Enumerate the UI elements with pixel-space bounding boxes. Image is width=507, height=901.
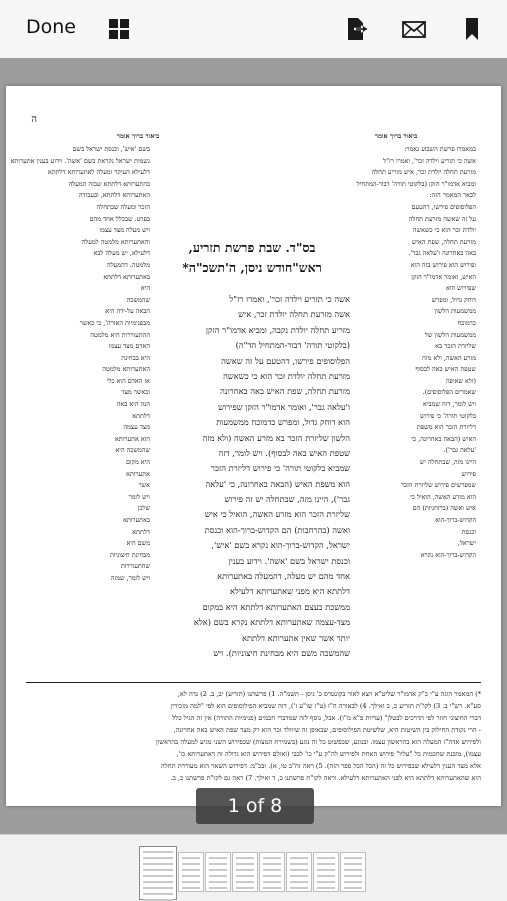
footnote-divider — [26, 682, 481, 683]
text-line: במאמרו פרשת השבוע נאמר: — [404, 145, 476, 153]
text-line: לבאר המאמר הזה: — [429, 191, 476, 200]
left-commentary-column — [10, 144, 150, 585]
text-line: אשה כי תזריע וילדה זכר', ואמרו רז"ל — [383, 156, 476, 165]
text-line: מבפנימיות האורה', כי כאשר — [79, 318, 150, 327]
text-line: שמפרשים פירוש שליזרת הזכר — [400, 481, 476, 490]
text-line: דלתתא — [132, 527, 150, 536]
text-line: על זה שאשה מזרעת תחלה — [408, 214, 476, 223]
text-line: וכנסת — [461, 527, 476, 536]
text-line: דלעילא, יש מעלה לבא — [93, 249, 150, 258]
text-line: שהמשכה היא — [115, 446, 150, 455]
text-line: אשה מזרעת תחלה יולדת זכר, איש — [238, 309, 350, 320]
page-title-line-2: ראש"חודש ניסן, ה'תשכ"ה* — [182, 260, 322, 275]
text-line: הנה היא באה — [116, 400, 150, 409]
main-text — [154, 292, 350, 661]
text-line: ופירוש הוא פירוש בזה הוא — [410, 260, 476, 269]
text-line: היא — [140, 284, 150, 293]
text-line: מצד-עצמה שאתערותא דלתתא נקרא בשם (אלא — [193, 617, 350, 628]
text-line: באתערותא — [123, 516, 150, 524]
text-line: שליזרת הזכר בא — [435, 342, 476, 351]
text-line: הוא מזרע האשה, הואיל כי — [410, 492, 476, 501]
page-thumbnail[interactable] — [286, 852, 312, 892]
text-line: דלתתא היא מפני שאתערותא דלעילא — [229, 586, 350, 597]
text-line: יולדת זכר הוא כי כשאשה — [412, 226, 476, 235]
text-line: והאתערותא מלמטה למעלה — [81, 237, 150, 246]
text-line: ממשכת בעצם האתערותא דלתתא היא במקום — [202, 601, 350, 612]
text-line: ואשה (בהרחבות) הם הקדוש-ברוך-הוא וכנסת — [204, 524, 350, 535]
text-line: היא מקום — [125, 458, 150, 467]
text-line: הקדוש-ברוך-הוא — [435, 516, 476, 524]
text-line: יותר אשר שאין אתערותא דלתתא — [242, 632, 350, 643]
text-line: האתערותא דלתתא, ובעבודה — [78, 191, 150, 200]
text-line: ויש לומר — [128, 492, 150, 501]
text-line: ישראל, — [457, 539, 476, 548]
export-icon[interactable] — [342, 15, 370, 43]
footnote-line: עצמו), מובנת שחכמות כל "עליו" פירוש האחת ולפירוש לה"ק ע"י כו' לבבי (ואולם דפירוש הוא גדולה זה דאתערותא כו', — [176, 750, 481, 758]
page-letter: ה — [31, 114, 37, 125]
text-line: באה באחרונה ו'עלאה גבר'. — [408, 249, 476, 258]
thumbnail-strip[interactable] — [0, 834, 507, 901]
text-line: הוא משפת האיש (הבאה באחרונה, כי 'עלאה — [205, 478, 350, 489]
text-line: הפלוסופים פירשו, דהטעם על זה שאשה — [221, 355, 350, 366]
text-line: מזרע האשה, ולא מזה — [422, 353, 476, 362]
text-line: היא בבחינת — [121, 353, 150, 362]
text-line: מבחינת חיצוניות — [109, 550, 150, 559]
mail-icon[interactable] — [400, 15, 428, 43]
text-line: ממשמעות הלשון — [434, 307, 476, 316]
page-thumbnail[interactable] — [340, 852, 366, 892]
text-line: שהתעוררות — [120, 562, 150, 571]
text-line: 'עלאה גבר'). — [443, 446, 476, 455]
footnote-line: - הרי נקודת החילוק בין השיטות היא, שלשיטת הפילוסופים, שבאופן זה שיוולד זכר הוא רק מצד שפת האיש באה אחרונה, — [173, 726, 481, 734]
text-line: שליזרת הזכר הוא מזרע האשה, הואיל כי איש — [204, 509, 350, 520]
page-thumbnail[interactable] — [259, 852, 285, 892]
text-line: וכנסת ישראל בשם 'אשה'. וידוע בענין — [228, 555, 350, 566]
text-line: בשם 'איש', וכנסת ישראל בשם — [72, 145, 150, 153]
text-line: שאמרים הפלוסופים). — [422, 388, 476, 397]
text-line: כדמוכח — [457, 318, 476, 327]
text-line: שהמשכה משם היא מבחינת חיצוניות). ויש — [213, 647, 350, 658]
document-page — [6, 86, 501, 806]
page-thumbnail[interactable] — [205, 852, 231, 892]
text-line: ממשמעות הלשון של — [424, 330, 476, 339]
text-line: אתערותא — [126, 469, 150, 478]
text-line: הקדוש-ברוך-הוא נקרא — [420, 550, 476, 559]
text-line: ויש מעלה מצד עצמו — [99, 226, 150, 235]
text-line: שטפת האיש באה לבסוף). ויש לומר, דזה — [218, 447, 350, 458]
text-line: אשר — [138, 481, 150, 490]
text-line: מזרעת תחלה, שפת האיש באה באחרונה — [220, 386, 350, 397]
text-line: דלעילא העיקר ומעלה לאתערותא דלתתא — [47, 168, 150, 177]
text-line: וכאשר מצד — [121, 388, 150, 397]
text-line: מלמטה. דהמעלה — [107, 260, 150, 269]
page-thumbnail[interactable] — [139, 846, 177, 900]
text-line: ו'עלאה גבר', ואומר אדמו"ר הזקן שפירוש — [218, 401, 350, 412]
grid-icon[interactable] — [105, 15, 133, 43]
text-line: בפרט. שבכלל אחד מהם — [89, 214, 150, 223]
text-line: אחד מהם יש מעלה, דהמעלה באתערותא — [217, 571, 350, 582]
text-line: מזרעת תחלה יולדת זכר הוא כי כשאשה — [223, 370, 350, 381]
text-line: האדם מצד עצמו — [108, 342, 150, 351]
page-thumbnail[interactable] — [313, 852, 339, 892]
text-line: ומביא אדמו"ר הזקן (בלקוטי תורה' דבור-המתחיל — [356, 179, 476, 188]
page-thumbnail[interactable] — [178, 852, 204, 892]
main-text-block — [154, 238, 350, 661]
text-line: (בלקוטי תורה' דבור-המתחיל הד"ה) — [235, 340, 350, 351]
text-line: הפלוסופים פירשו, דהטעם — [411, 202, 476, 211]
text-line: מצד עצמה — [123, 423, 150, 432]
text-line: הוא דוחק גדול, ומפרש כדמוכח ממשמעות — [216, 417, 350, 428]
text-line: אז האדם הוא כלי — [106, 376, 150, 385]
text-line: האתערותא מלמטה — [102, 365, 150, 374]
footnote-line: סע"א. רש"י ב. 3) לקו"ת תזריע כ, ב ואילך. 4) לבאורה ה"ז (ט"ז שו"ע ז'), דזה שמביא הפילוסופים הוא לפי "למה מזכירין — [170, 702, 481, 710]
text-line: שמביא בלקוטי תורה' כי פירוש דליזרת הזכר — [210, 463, 350, 474]
bookmark-icon[interactable] — [458, 15, 486, 43]
text-line: הלשון שליזרת הזכר בא מזרע האשה (ולא מזה — [202, 432, 350, 443]
top-toolbar — [0, 0, 507, 59]
text-line: ישראל, הקדוש-ברוך-הוא נקרא בשם 'איש', — [211, 540, 350, 551]
left-column-header: ביאור ברוך אומר — [116, 132, 160, 140]
text-line: באתערותא דלתתא — [103, 272, 150, 281]
text-line: הזכר ומעלה שבתחלה — [96, 202, 150, 211]
right-commentary-column — [358, 144, 476, 561]
footnote-line: הוא שהאתערותא דלתתא היא לפני האתערותא דלעילא. וראה לקו"ת פרשתנו כ, ד ואילך. 7) ראה גם לקו"ת פרשתנו כ, ב. — [170, 774, 481, 782]
text-line: שטפת האיש באה לבסוף — [415, 365, 476, 374]
text-line: משם היא — [126, 539, 150, 548]
text-line: אשה כי תזריע וילדה זכר', ואמרו רז"ל — [229, 294, 350, 304]
right-column-header: ביאור ברוך אומר — [374, 132, 418, 140]
text-line: שלכן — [137, 504, 150, 513]
footnote-line: דברי החיצוני חוזר לפי הדרכים לבטלן" (עדיות פ"א מ"ו). אבל, נוסף לזה שמדברי חכמים (פנימיות התורה) אין זה הגיל כלל — [172, 714, 481, 722]
text-line: איש ואשה (ברוחניות) הם — [412, 504, 476, 513]
text-line: שפירוש הוא — [445, 284, 476, 293]
text-line: בלקוטי תורה' כי פירוש — [420, 411, 476, 420]
text-line: מזרעת תחלה, שפת האיש — [411, 237, 476, 246]
page-title-line-1: בס"ד. שבת פרשת תזריע, — [188, 240, 316, 255]
page-indicator: 1 of 8 — [196, 788, 314, 824]
text-line: (ולא שאיפה — [445, 376, 476, 385]
text-line: האיש, ואומר אדמו"ר הזקן — [411, 272, 476, 281]
page-thumbnail[interactable] — [232, 852, 258, 892]
text-line: שהמשכה — [126, 295, 150, 304]
text-line: נשמות ישראל נקראת בשם 'אשה'. וידוע בענין אתערותא — [10, 156, 150, 165]
text-line: הבאה על-ידה היא — [105, 307, 150, 316]
text-line: דלתתא — [132, 411, 150, 420]
text-line: מזרעת תחלה יולדת זכר, איש מזריע תחלה — [371, 168, 476, 177]
text-line: בהתערותא דלתתא שבזה המעלה — [68, 179, 150, 188]
text-line: דליזרת הזכר הוא משפת — [416, 423, 476, 432]
text-line: ויש לומר, שמזה — [110, 573, 150, 582]
text-line: האיש (הבאה באחרונה, כי — [411, 434, 476, 443]
footnote-line: אלא מצד הענין דלעילא שבפירוש כל זה (הכל הכל ספר הזה). 5) ראה זח"ב טו, א). ובכ"מ. דפירוש השאר הוא מעוררת תחלה — [160, 762, 481, 770]
footnote-line: *) המאמר הוגה ע"י כ"ק אדמו"ר שליט"א ויצא לאור בקונטרס כ' ניסן - תשמ"ה. 1) פרשתנו (תזריע) יב, ב. 2) נדה לא, — [177, 690, 481, 698]
done-button[interactable]: Done — [26, 16, 76, 38]
text-line: גבר'), היינו מזה, שבתחלה יש זה פירוש — [224, 494, 350, 505]
document-viewer[interactable] — [0, 58, 507, 834]
text-line: ויש לומר, דזה שמביא — [423, 400, 476, 409]
footnote-line: ולפירוש אדה"ז המעלה הוא בהראשון עצמו. ובנוגע, שכפשוט כל זה נוגע (בשמירת המצות) שכפירוש השני מגיע למעלה בהראשון — [156, 738, 481, 746]
text-line: מזריע תחלה יולדת נקבה, ומביא אדמו"ר הזקן — [205, 324, 350, 335]
text-line: ההתעוררות היא מלמטה — [90, 330, 150, 339]
footnotes — [26, 688, 481, 784]
text-line: היינו מזה, שבתחלה יש — [419, 458, 476, 467]
text-line: הוא אתערותא — [114, 434, 150, 443]
text-line: דוחק גדול, ומפרש — [431, 295, 476, 304]
text-line: פירוש — [461, 469, 476, 478]
